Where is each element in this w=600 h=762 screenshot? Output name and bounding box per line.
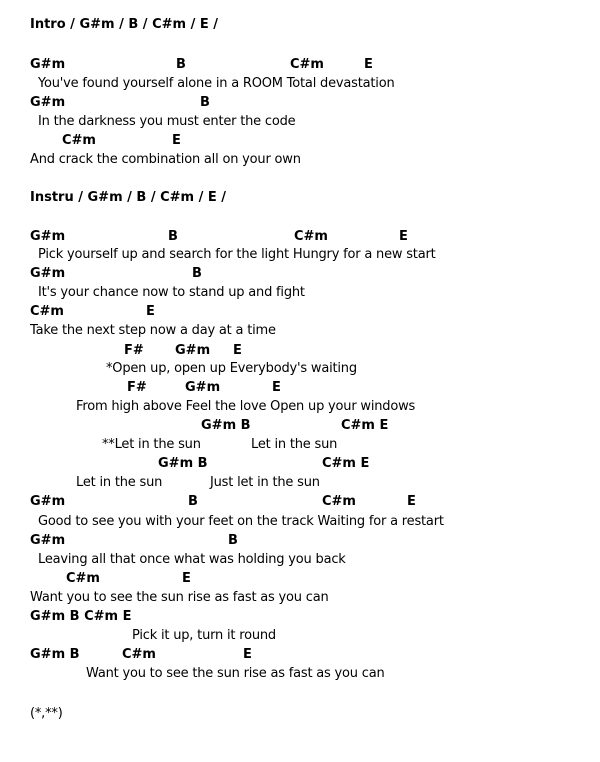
lyric-line: Let in the sun <box>76 475 163 490</box>
chord: E <box>233 343 242 358</box>
chord: B <box>192 266 202 281</box>
lyric-line: It's your chance now to stand up and fight <box>38 285 305 300</box>
chord: G#m B <box>201 418 251 433</box>
lyric-line: From high above Feel the love Open up your windows <box>76 399 416 414</box>
footnote: (*,**) <box>30 706 63 721</box>
chord: C#m E <box>341 418 389 433</box>
lyric-line: Pick it up, turn it round <box>132 628 276 643</box>
chord: F# <box>124 343 144 358</box>
lyric-line: Take the next step now a day at a time <box>30 323 276 338</box>
lyric-line: Want you to see the sun rise as fast as you can <box>86 666 385 681</box>
chord: C#m <box>30 304 64 319</box>
intro-line: Intro / G#m / B / C#m / E / <box>30 17 218 32</box>
lyric-line: **Let in the sun <box>102 437 201 452</box>
chord: E <box>243 647 252 662</box>
lyric-line: Want you to see the sun rise as fast as you can <box>30 590 329 605</box>
lyric-line: Pick yourself up and search for the light Hungry for a new start <box>38 247 436 262</box>
chord: E <box>182 571 191 586</box>
chord-line: G#m B C#m E <box>30 609 132 624</box>
chord: B <box>200 95 210 110</box>
chord: G#m <box>30 266 66 281</box>
chord: G#m <box>30 95 66 110</box>
chord: G#m <box>185 380 221 395</box>
chord: G#m B <box>158 456 208 471</box>
chord: C#m E <box>322 456 370 471</box>
chord: B <box>188 494 198 509</box>
lyric-line: Just let in the sun <box>210 475 320 490</box>
chord: E <box>272 380 281 395</box>
lyric-line: Leaving all that once what was holding you back <box>38 552 346 567</box>
lyric-line: In the darkness you must enter the code <box>38 114 296 129</box>
chord: E <box>407 494 416 509</box>
chord: G#m B <box>30 647 80 662</box>
chord: G#m <box>175 343 211 358</box>
chord: B <box>168 229 178 244</box>
chord: E <box>146 304 155 319</box>
chord: G#m <box>30 229 66 244</box>
chord: C#m <box>66 571 100 586</box>
chord: G#m <box>30 533 66 548</box>
chord: B <box>176 57 186 72</box>
chord: C#m <box>322 494 356 509</box>
chord: G#m <box>30 494 66 509</box>
chord: E <box>399 229 408 244</box>
chord: E <box>364 57 373 72</box>
chord: C#m <box>290 57 324 72</box>
chord: C#m <box>294 229 328 244</box>
lyric-line: And crack the combination all on your own <box>30 152 301 167</box>
lyric-line: You've found yourself alone in a ROOM Total devastation <box>38 76 395 91</box>
chord: E <box>172 133 181 148</box>
chord: C#m <box>62 133 96 148</box>
instru-line: Instru / G#m / B / C#m / E / <box>30 190 227 205</box>
chord: B <box>228 533 238 548</box>
chord: G#m <box>30 57 66 72</box>
lyric-line: Let in the sun <box>251 437 338 452</box>
lyric-line: *Open up, open up Everybody's waiting <box>106 361 357 376</box>
lyric-line: Good to see you with your feet on the track Waiting for a restart <box>38 514 444 529</box>
chord: C#m <box>122 647 156 662</box>
chord: F# <box>127 380 147 395</box>
